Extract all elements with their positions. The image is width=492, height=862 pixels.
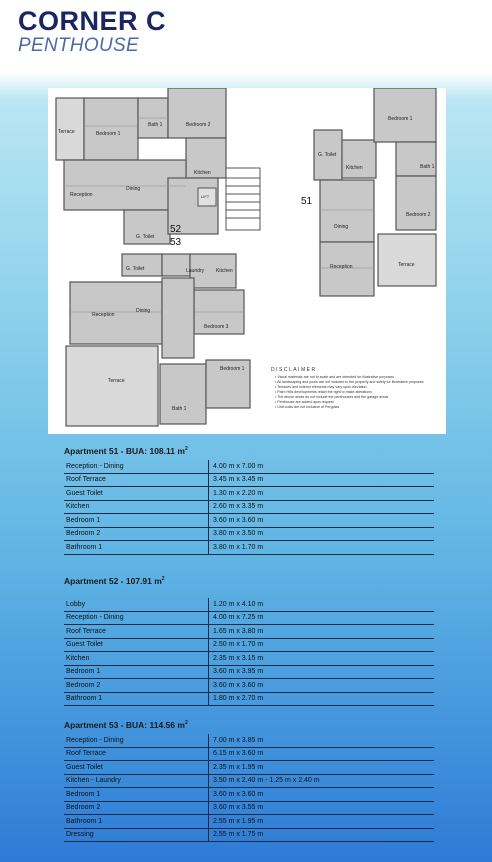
room-name: Roof Terrace [64,625,209,639]
table-row [64,638,434,652]
room-name: Bathroom 1 [64,541,209,555]
room-label: Bedroom 2 [406,212,431,218]
apartment-51-section [64,446,434,555]
room-label: G. Toilet [136,234,155,240]
table-row [64,460,434,473]
room-name: Bedroom 2 [64,527,209,541]
room-size: 3.60 m x 3.60 m [209,788,435,802]
room-size: 1.80 m x 2.70 m [209,692,435,706]
room-name: Bathroom 1 [64,815,209,829]
page-title: CORNER C [18,6,167,36]
table-row [64,801,434,815]
room-label: Bath 1 [172,406,187,412]
disclaimer-item: • The above areas do not include the penthouses and the garage areas [275,395,441,400]
disclaimer-item: • All landscaping and pools are not included in the property and solely for illustrative purposes [275,380,441,385]
room-name: Bedroom 2 [64,679,209,693]
room-label: G. Toilet [318,152,337,158]
room-label: G. Toilet [126,266,145,272]
table-row [64,652,434,666]
apartment-title-text: Apartment 53 - BUA: 114.56 m [64,720,185,730]
room-name: Bedroom 1 [64,514,209,528]
table-row [64,625,434,639]
table-row [64,514,434,528]
dimensions-table [64,598,434,706]
unit-number-53: 53 [170,237,182,248]
room-label: Bedroom 1 [388,116,413,122]
table-row [64,828,434,842]
room-label: Kitchen [194,170,211,176]
room-name: Kitchen - Laundry [64,774,209,788]
room-name: Roof Terrace [64,747,209,761]
room-size: 4.00 m x 7.00 m [209,460,435,473]
room-name: Guest Toilet [64,487,209,501]
room-name: Kitchen [64,500,209,514]
page-subtitle: PENTHOUSE [18,35,139,56]
apartment-52-section [64,576,434,706]
room-size: 3.60 m x 3.55 m [209,801,435,815]
room-name: Lobby [64,598,209,611]
unit-superscript: 2 [184,446,188,453]
room-name: Reception - Dining [64,611,209,625]
disclaimer-title: DISCLAIMER [271,367,317,373]
room-size: 1.65 m x 3.80 m [209,625,435,639]
room-size: 3.60 m x 3.95 m [209,665,435,679]
room-size: 7.00 m x 3.85 m [209,734,435,747]
header [18,6,166,56]
table-row [64,788,434,802]
apartment-title [64,446,434,460]
disclaimer-item: • Unit costs are not inclusive of Pergolas [275,405,441,410]
table-row [64,487,434,501]
room-label: Dining [136,308,151,314]
room-size: 3.80 m x 3.50 m [209,527,435,541]
room-name: Kitchen [64,652,209,666]
unit-superscript: 2 [161,576,165,583]
room-label: Laundry [186,268,205,274]
room-name: Reception - Dining [64,734,209,747]
room-label: Reception [92,312,115,318]
room-label: Dining [126,186,141,192]
room-label: Terrace [108,378,125,384]
room-size: 3.60 m x 3.60 m [209,514,435,528]
room-label: Bedroom 1 [96,131,121,137]
table-row [64,815,434,829]
disclaimer-item: • Terraces and exterior elements may vary upon elevation [275,385,441,390]
room-size: 3.45 m x 3.45 m [209,473,435,487]
floor-plan [48,88,446,434]
room-name: Bedroom 1 [64,788,209,802]
room-name: Dressing [64,828,209,842]
room-label: Terrace [58,129,75,135]
unit-superscript: 2 [184,720,188,727]
room-size: 4.00 m x 7.25 m [209,611,435,625]
table-row [64,774,434,788]
table-row [64,598,434,611]
apartment-title [64,720,434,734]
room-label: Bath 1 [148,122,163,128]
table-row [64,679,434,693]
table-row [64,473,434,487]
room-label: Terrace [398,262,415,268]
room-label: LIFT [201,194,210,199]
table-row [64,527,434,541]
unit-number-52: 52 [170,224,182,235]
disclaimer-item: • Penthouse are added upon request [275,400,441,405]
room-size: 3.80 m x 1.70 m [209,541,435,555]
apartment-title [64,576,434,590]
room-label: Reception [70,192,93,198]
table-row [64,500,434,514]
apartment-53-section [64,720,434,842]
room-label: Kitchen [216,268,233,274]
unit-number-51: 51 [301,196,313,207]
room-size: 2.50 m x 1.70 m [209,638,435,652]
table-row [64,665,434,679]
table-row [64,611,434,625]
table-row [64,761,434,775]
room-size: 1.20 m x 4.10 m [209,598,435,611]
apartment-title-text: Apartment 51 - BUA: 108.11 m [64,446,185,456]
disclaimer [271,368,441,410]
apartment-title-text: Apartment 52 - 107.91 m [64,576,162,586]
room-label: Reception [330,264,353,270]
room-name: Bathroom 1 [64,692,209,706]
room-name: Reception - Dining [64,460,209,473]
dimensions-table [64,460,434,555]
room-size: 6.15 m x 3.60 m [209,747,435,761]
table-row [64,734,434,747]
room-name: Roof Terrace [64,473,209,487]
table-row [64,692,434,706]
disclaimer-item: • Visual materials are not to scale and are intended for illustrative purposes [275,375,441,380]
room-size: 2.35 m x 3.15 m [209,652,435,666]
room-size: 2.55 m x 1.95 m [209,815,435,829]
room-size: 2.35 m x 1.95 m [209,761,435,775]
room-label: Dining [334,224,349,230]
room-name: Guest Toilet [64,638,209,652]
room-name: Guest Toilet [64,761,209,775]
table-row [64,747,434,761]
room-label: Bath 1 [420,164,435,170]
room-label: Kitchen [346,165,363,171]
dimensions-table [64,734,434,842]
room-label: Bedroom 2 [186,122,211,128]
disclaimer-item: • Palm Hills developments retain the right to make alterations [275,390,441,395]
room-label: Bedroom 1 [220,366,245,372]
room-size: 3.60 m x 3.60 m [209,679,435,693]
room-size: 1.30 m x 2.20 m [209,487,435,501]
room-name: Bedroom 1 [64,665,209,679]
table-row [64,541,434,555]
room-size: 2.60 m x 3.35 m [209,500,435,514]
room-name: Bedroom 2 [64,801,209,815]
room-size: 2.55 m x 1.75 m [209,828,435,842]
room-size: 3.50 m x 2.40 m - 1.25 m x 2.40 m [209,774,435,788]
room-label: Bedroom 3 [204,324,229,330]
